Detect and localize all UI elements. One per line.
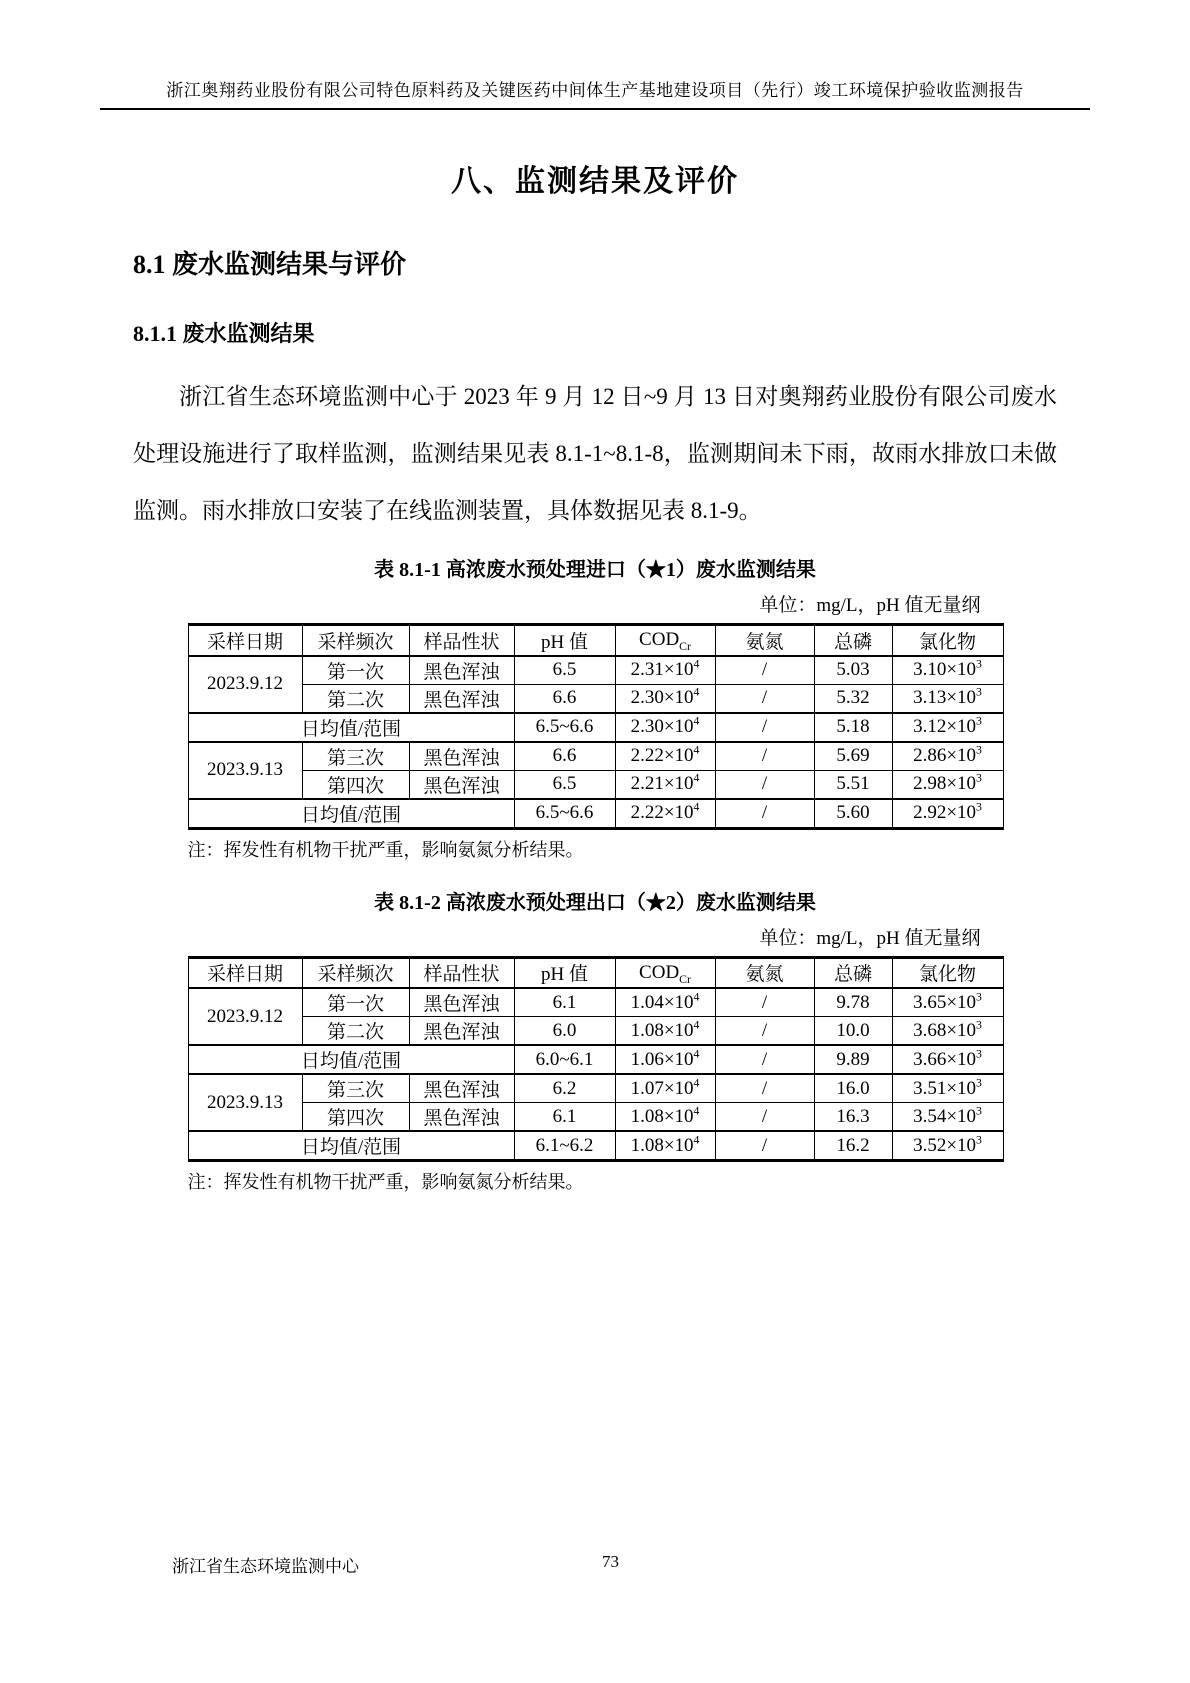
- page-header: [100, 0, 1090, 110]
- table-row: [188, 1074, 1003, 1103]
- unit-note: 单位：mg/L，pH 值无量纲: [759, 595, 981, 616]
- table-cell: 第二次: [302, 684, 409, 713]
- table-cell: $3.10\times 10^3$: [892, 656, 1003, 685]
- table-cell: 6.5: [514, 770, 615, 799]
- table-cell: 2023.9.13: [188, 742, 302, 799]
- table-caption: 表 8.1-1 高浓废水预处理进口（★1）废水监测结果: [374, 559, 816, 581]
- table-cell: $2.30\times 10^4$: [615, 713, 715, 742]
- table-cell: 5.18: [814, 713, 892, 742]
- table-cell: 6.6: [514, 742, 615, 771]
- column-header: 总磷: [814, 957, 892, 988]
- table-cell: /: [715, 1103, 814, 1132]
- table-cell: 黑色浑浊: [409, 656, 514, 685]
- table-cell: 2023.9.13: [188, 1074, 302, 1131]
- table-cell: /: [715, 656, 814, 685]
- table-cell: 5.69: [814, 742, 892, 771]
- table-caption: 表 8.1-2 高浓废水预处理出口（★2）废水监测结果: [374, 891, 816, 914]
- monitoring-table-1: [188, 623, 1004, 830]
- column-header: $COD_{Cr}$: [615, 957, 715, 988]
- table-cell: 日均值/范围: [188, 1131, 514, 1161]
- table-cell: 6.6: [514, 684, 615, 713]
- table-cell: $3.54\times 10^3$: [892, 1103, 1003, 1132]
- column-header: 采样日期: [188, 957, 302, 988]
- table-cell: /: [715, 742, 814, 771]
- table-cell: 黑色浑浊: [409, 988, 514, 1017]
- table-row: [188, 656, 1003, 685]
- table-cell: 6.5~6.6: [514, 799, 615, 829]
- table-cell: 黑色浑浊: [409, 1103, 514, 1132]
- footer-organization: 浙江省生态环境监测中心: [172, 1557, 359, 1576]
- column-header: 样品性状: [409, 625, 514, 656]
- table-cell: $3.13\times 10^3$: [892, 684, 1003, 713]
- table-cell: 第三次: [302, 1074, 409, 1103]
- table-cell: 6.0: [514, 1017, 615, 1046]
- table-row: [188, 1131, 1003, 1161]
- body-paragraph: 浙江省生态环境监测中心于 2023 年 9 月 12 日~9 月 13 日对奥翔药业股份有限公司废水处理设施进行了取样监测，监测结果见表 8.1-1~8.1-8，监测期间未下雨，故雨水排放口未做监测。雨水排放口安装了在线监测装置，具体数据见表 8.1-9。: [133, 384, 1057, 523]
- column-header: 氯化物: [892, 957, 1003, 988]
- table-cell: 第一次: [302, 988, 409, 1017]
- table-cell: 16.3: [814, 1103, 892, 1132]
- table-cell: 第四次: [302, 770, 409, 799]
- column-header: pH 值: [514, 957, 615, 988]
- table-cell: 5.51: [814, 770, 892, 799]
- subsection-heading: 8.1.1 废水监测结果: [133, 321, 315, 346]
- table-cell: $1.08\times 10^4$: [615, 1131, 715, 1161]
- table-cell: 黑色浑浊: [409, 1074, 514, 1103]
- column-header: pH 值: [514, 625, 615, 656]
- table-cell: $3.51\times 10^3$: [892, 1074, 1003, 1103]
- column-header: 氯化物: [892, 625, 1003, 656]
- table-cell: $2.22\times 10^4$: [615, 799, 715, 829]
- table-cell: 6.1~6.2: [514, 1131, 615, 1161]
- table-cell: /: [715, 1045, 814, 1074]
- unit-note: 单位：mg/L，pH 值无量纲: [759, 927, 981, 949]
- table-row: [188, 1045, 1003, 1074]
- table-cell: 5.60: [814, 799, 892, 829]
- column-header: 氨氮: [715, 957, 814, 988]
- table-footnote: 注：挥发性有机物干扰严重，影响氨氮分析结果。: [187, 839, 584, 860]
- table-cell: 6.5~6.6: [514, 713, 615, 742]
- table-cell: $3.65\times 10^3$: [892, 988, 1003, 1017]
- table-cell: $1.06\times 10^4$: [615, 1045, 715, 1074]
- table-cell: 日均值/范围: [188, 799, 514, 829]
- table-cell: $2.31\times 10^4$: [615, 656, 715, 685]
- table-cell: 6.1: [514, 1103, 615, 1132]
- column-header: 采样频次: [302, 625, 409, 656]
- table-cell: /: [715, 770, 814, 799]
- table-cell: $1.07\times 10^4$: [615, 1074, 715, 1103]
- table-cell: $2.86\times 10^3$: [892, 742, 1003, 771]
- table-cell: 第四次: [302, 1103, 409, 1132]
- table-cell: 黑色浑浊: [409, 742, 514, 771]
- table-cell: /: [715, 799, 814, 829]
- table-cell: $1.04\times 10^4$: [615, 988, 715, 1017]
- table-cell: $1.08\times 10^4$: [615, 1017, 715, 1046]
- footer-page-number: 73: [602, 1552, 619, 1571]
- column-header: 采样频次: [302, 957, 409, 988]
- table-cell: $3.12\times 10^3$: [892, 713, 1003, 742]
- table-cell: /: [715, 1074, 814, 1103]
- table-cell: 日均值/范围: [188, 1045, 514, 1074]
- table-cell: $2.21\times 10^4$: [615, 770, 715, 799]
- main-title: 八、监测结果及评价: [451, 165, 739, 198]
- table-cell: $2.30\times 10^4$: [615, 684, 715, 713]
- table-cell: 16.2: [814, 1131, 892, 1161]
- table-cell: $1.08\times 10^4$: [615, 1103, 715, 1132]
- table-cell: 6.0~6.1: [514, 1045, 615, 1074]
- table-cell: /: [715, 1017, 814, 1046]
- table-cell: 9.89: [814, 1045, 892, 1074]
- table-row: [188, 742, 1003, 771]
- table-row: [188, 713, 1003, 742]
- table-cell: 10.0: [814, 1017, 892, 1046]
- table-cell: $3.66\times 10^3$: [892, 1045, 1003, 1074]
- page-content: [133, 156, 1057, 1194]
- table-cell: 黑色浑浊: [409, 1017, 514, 1046]
- header-title: 浙江奥翔药业股份有限公司特色原料药及关键医药中间体生产基地建设项目（先行）竣工环境保护验收监测报告: [166, 81, 1024, 100]
- table-cell: 日均值/范围: [188, 713, 514, 742]
- table-cell: /: [715, 1131, 814, 1161]
- table-cell: 6.1: [514, 988, 615, 1017]
- table-cell: 16.0: [814, 1074, 892, 1103]
- table-row: [188, 988, 1003, 1017]
- table-cell: 第一次: [302, 656, 409, 685]
- table-row: [188, 799, 1003, 829]
- table-cell: $2.92\times 10^3$: [892, 799, 1003, 829]
- table-block-2: [188, 886, 1003, 1195]
- table-cell: $2.22\times 10^4$: [615, 742, 715, 771]
- monitoring-table-2: [188, 956, 1004, 1163]
- table-cell: $2.98\times 10^3$: [892, 770, 1003, 799]
- table-cell: 5.03: [814, 656, 892, 685]
- table-row: [188, 770, 1003, 799]
- table-row: [188, 684, 1003, 713]
- table-cell: /: [715, 988, 814, 1017]
- section-heading: 8.1 废水监测结果与评价: [133, 250, 407, 279]
- table-cell: 5.32: [814, 684, 892, 713]
- table-cell: 6.5: [514, 656, 615, 685]
- column-header: 样品性状: [409, 957, 514, 988]
- table-cell: $3.52\times 10^3$: [892, 1131, 1003, 1161]
- table-cell: 6.2: [514, 1074, 615, 1103]
- table-cell: 2023.9.12: [188, 656, 302, 713]
- column-header: $COD_{Cr}$: [615, 625, 715, 656]
- table-footnote: 注：挥发性有机物干扰严重，影响氨氮分析结果。: [187, 1172, 584, 1192]
- column-header: 总磷: [814, 625, 892, 656]
- table-row: [188, 1103, 1003, 1132]
- table-row: [188, 1017, 1003, 1046]
- table-block-1: [188, 553, 1003, 862]
- table-cell: /: [715, 713, 814, 742]
- table-cell: 9.78: [814, 988, 892, 1017]
- table-cell: 第三次: [302, 742, 409, 771]
- table-cell: /: [715, 684, 814, 713]
- table-cell: 2023.9.12: [188, 988, 302, 1045]
- table-cell: 黑色浑浊: [409, 770, 514, 799]
- table-cell: $3.68\times 10^3$: [892, 1017, 1003, 1046]
- column-header: 采样日期: [188, 625, 302, 656]
- table-cell: 黑色浑浊: [409, 684, 514, 713]
- table-cell: 第二次: [302, 1017, 409, 1046]
- column-header: 氨氮: [715, 625, 814, 656]
